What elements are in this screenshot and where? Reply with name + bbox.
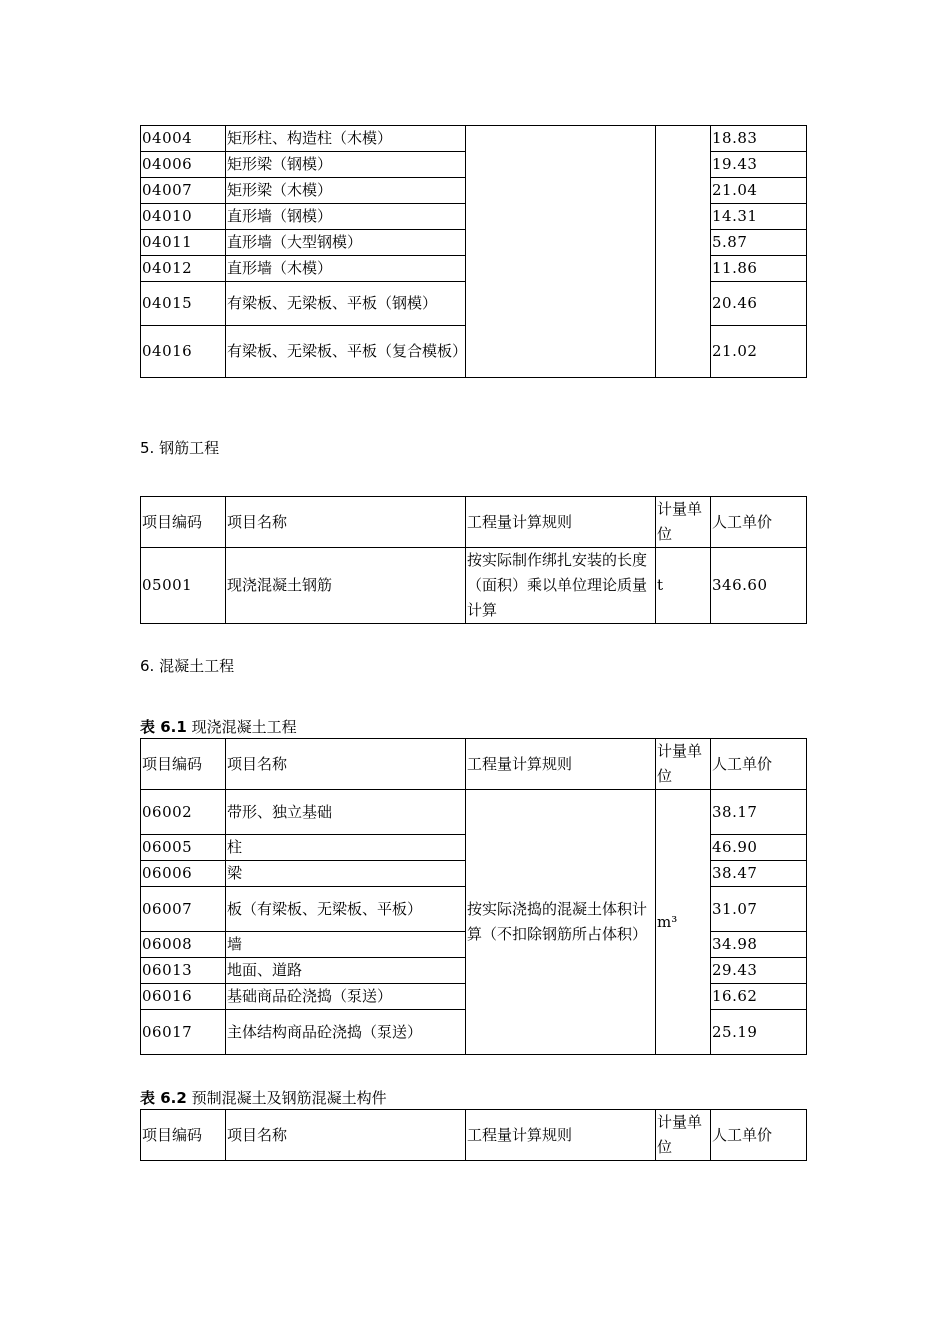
header-name: 项目名称 [226, 497, 466, 548]
table-caption-6-2 [140, 1087, 387, 1108]
header-unit: 计量单位 [656, 497, 711, 548]
item-rule: 按实际浇捣的混凝土体积计算（不扣除钢筋所占体积） [466, 790, 656, 1055]
table-row [141, 548, 807, 624]
item-name: 现浇混凝土钢筋 [226, 548, 466, 624]
item-code: 04011 [141, 230, 226, 256]
item-name: 矩形梁（木模） [226, 178, 466, 204]
item-code: 06017 [141, 1010, 226, 1055]
item-rule: 按实际制作绑扎安装的长度（面积）乘以单位理论质量计算 [466, 548, 656, 624]
caption-text: 预制混凝土及钢筋混凝土构件 [191, 1089, 387, 1107]
labor-price: 20.46 [711, 282, 807, 326]
item-name: 直形墙（木模） [226, 256, 466, 282]
table-row [141, 790, 807, 835]
labor-price: 38.47 [711, 861, 807, 887]
caption-text: 现浇混凝土工程 [191, 718, 297, 736]
header-rule: 工程量计算规则 [466, 1110, 656, 1161]
item-name: 有梁板、无梁板、平板（复合模板） [226, 326, 466, 378]
header-price: 人工单价 [711, 1110, 807, 1161]
labor-price: 5.87 [711, 230, 807, 256]
header-code: 项目编码 [141, 497, 226, 548]
header-rule: 工程量计算规则 [466, 497, 656, 548]
item-name: 矩形梁（钢模） [226, 152, 466, 178]
table-row [141, 126, 807, 152]
section-heading-rebar: 5. 钢筋工程 [140, 439, 220, 457]
labor-price: 19.43 [711, 152, 807, 178]
item-code: 06006 [141, 861, 226, 887]
labor-price: 29.43 [711, 958, 807, 984]
caption-number: 表 6.1 [140, 718, 187, 736]
item-code: 04016 [141, 326, 226, 378]
item-name: 主体结构商品砼浇捣（泵送） [226, 1010, 466, 1055]
table-header-row [141, 739, 807, 790]
cast-in-place-table [140, 738, 807, 1055]
item-name: 板（有梁板、无梁板、平板） [226, 887, 466, 932]
section-heading-concrete: 6. 混凝土工程 [140, 657, 235, 675]
item-code: 04006 [141, 152, 226, 178]
labor-price: 18.83 [711, 126, 807, 152]
header-unit: 计量单位 [656, 1110, 711, 1161]
header-price: 人工单价 [711, 739, 807, 790]
labor-price: 346.60 [711, 548, 807, 624]
rule-cell [466, 126, 656, 378]
header-name: 项目名称 [226, 1110, 466, 1161]
labor-price: 31.07 [711, 887, 807, 932]
header-code: 项目编码 [141, 1110, 226, 1161]
precast-table [140, 1109, 807, 1161]
item-code: 06016 [141, 984, 226, 1010]
item-name: 地面、道路 [226, 958, 466, 984]
item-name: 有梁板、无梁板、平板（钢模） [226, 282, 466, 326]
item-name: 梁 [226, 861, 466, 887]
item-code: 06007 [141, 887, 226, 932]
item-name: 墙 [226, 932, 466, 958]
header-code: 项目编码 [141, 739, 226, 790]
labor-price: 38.17 [711, 790, 807, 835]
item-code: 04010 [141, 204, 226, 230]
item-name: 直形墙（大型钢模） [226, 230, 466, 256]
item-code: 04007 [141, 178, 226, 204]
item-code: 06013 [141, 958, 226, 984]
table-header-row [141, 1110, 807, 1161]
labor-price: 21.02 [711, 326, 807, 378]
header-price: 人工单价 [711, 497, 807, 548]
item-code: 06005 [141, 835, 226, 861]
item-code: 04004 [141, 126, 226, 152]
labor-price: 34.98 [711, 932, 807, 958]
item-code: 04015 [141, 282, 226, 326]
labor-price: 14.31 [711, 204, 807, 230]
labor-price: 11.86 [711, 256, 807, 282]
item-code: 05001 [141, 548, 226, 624]
item-code: 06008 [141, 932, 226, 958]
header-unit: 计量单位 [656, 739, 711, 790]
table-caption-6-1 [140, 716, 297, 737]
labor-price: 25.19 [711, 1010, 807, 1055]
labor-price: 46.90 [711, 835, 807, 861]
labor-price: 21.04 [711, 178, 807, 204]
header-name: 项目名称 [226, 739, 466, 790]
item-unit: t [656, 548, 711, 624]
item-code: 04012 [141, 256, 226, 282]
unit-cell [656, 126, 711, 378]
item-name: 矩形柱、构造柱（木模） [226, 126, 466, 152]
table-header-row [141, 497, 807, 548]
formwork-table [140, 125, 807, 378]
item-name: 基础商品砼浇捣（泵送） [226, 984, 466, 1010]
item-unit: m³ [656, 790, 711, 1055]
rebar-table [140, 496, 807, 624]
item-name: 直形墙（钢模） [226, 204, 466, 230]
item-name: 带形、独立基础 [226, 790, 466, 835]
item-name: 柱 [226, 835, 466, 861]
header-rule: 工程量计算规则 [466, 739, 656, 790]
labor-price: 16.62 [711, 984, 807, 1010]
item-code: 06002 [141, 790, 226, 835]
caption-number: 表 6.2 [140, 1089, 187, 1107]
